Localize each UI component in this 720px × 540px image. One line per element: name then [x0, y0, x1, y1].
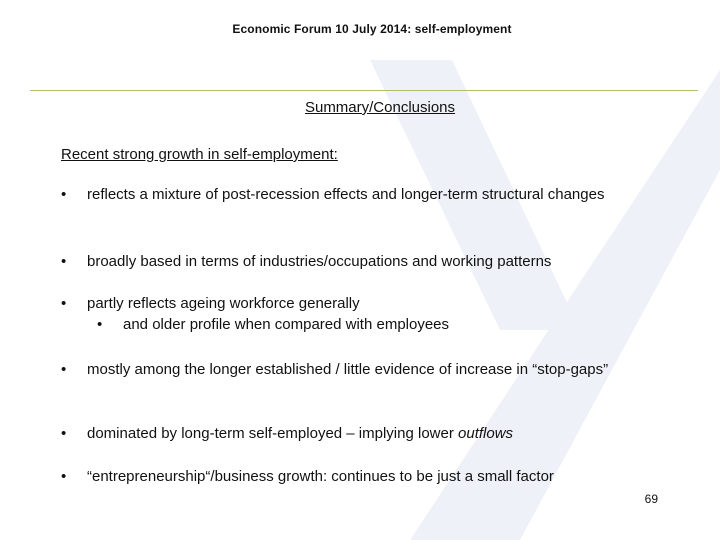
bullet-text-main: dominated by long-term self-employed – implying lower — [87, 425, 459, 442]
bullet-text: mostly among the longer established / little evidence of increase in “stop-gaps” — [87, 361, 609, 378]
bullet-marker: • — [61, 295, 67, 312]
bullet-marker: • — [61, 253, 67, 270]
bullet-marker: • — [61, 186, 67, 203]
bullet-text: reflects a mixture of post-recession effects and longer-term structural changes — [87, 186, 605, 203]
bullet-text: “entrepreneurship“/business growth: continues to be just a small factor — [87, 468, 554, 485]
header-title: Economic Forum 10 July 2014: self-employment — [232, 22, 512, 36]
bullet-text: partly reflects ageing workforce generally — [87, 295, 360, 312]
bullet-marker: • — [61, 425, 67, 442]
bullet-marker: • — [61, 361, 67, 378]
slide-title: Summary/Conclusions — [304, 99, 456, 116]
sub-bullet-text: and older profile when compared with employees — [123, 316, 450, 333]
bullet-text-emphasis: outflows — [458, 425, 514, 442]
bullet-marker: • — [97, 316, 103, 333]
intro-text: Recent strong growth in self-employment: — [61, 146, 338, 163]
bullet-marker: • — [61, 468, 67, 485]
page-number: 69 — [644, 492, 658, 506]
bullet-text — [87, 423, 677, 444]
bullet-text: broadly based in terms of industries/occupations and working patterns — [87, 253, 552, 270]
